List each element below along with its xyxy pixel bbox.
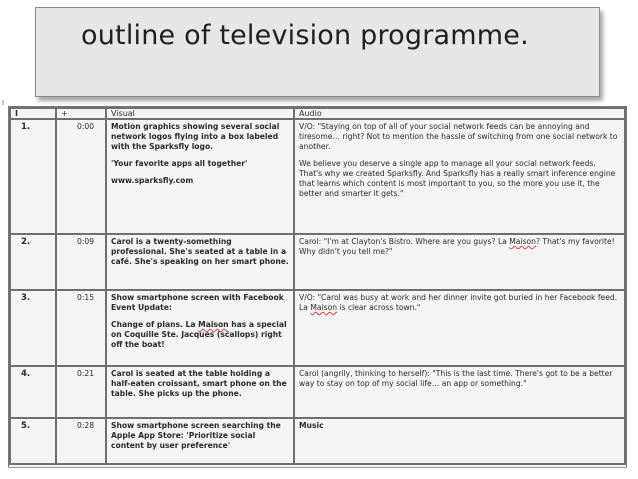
- visual-text-part: has a special on Coquille Ste. Jacques (scallops) right off the boat!: [111, 320, 287, 349]
- visual-text: [111, 320, 289, 350]
- table-header-row: [10, 108, 625, 119]
- row-number: 4.: [10, 366, 56, 418]
- row-time: 0:21: [56, 366, 106, 418]
- visual-cell: [106, 119, 294, 234]
- header-visual: Visual: [106, 108, 294, 119]
- row-number: 5.: [10, 418, 56, 464]
- audio-text-part: is clear across town.": [337, 303, 421, 312]
- visual-cell: [106, 418, 294, 464]
- visual-text: Carol is seated at the table holding a half-eaten croissant, smart phone on the table. She picks up the phone.: [111, 369, 287, 398]
- visual-text: 'Your favorite apps all together': [111, 159, 248, 168]
- visual-text: Motion graphics showing several social network logos flying into a box labeled with the Sparksfly logo.: [111, 122, 280, 151]
- audio-cell: [294, 119, 625, 234]
- audio-text: Music: [299, 421, 324, 430]
- row-time: 0:00: [56, 119, 106, 234]
- row-time: 0:15: [56, 290, 106, 366]
- table-row: [10, 366, 625, 418]
- audio-text: We believe you deserve a single app to manage all your social network feeds. That's why we created Sparksfly. And Sparksfly has a really smart inference engine that learns which content is most important to you, so the more you use it, the better and smarter it gets.": [299, 159, 616, 198]
- table-row: [10, 119, 625, 234]
- row-number: 1.: [10, 119, 56, 234]
- maison-word: Maison: [198, 320, 229, 329]
- visual-cell: [106, 290, 294, 366]
- row-time: 0:09: [56, 234, 106, 290]
- row-time: 0:28: [56, 418, 106, 464]
- audio-cell: [294, 290, 625, 366]
- side-mark: I: [2, 100, 4, 107]
- visual-text-part: Change of plans. La: [111, 320, 199, 329]
- visual-cell: [106, 234, 294, 290]
- audio-text-part: Carol: "I'm at Clayton's Bistro. Where are you guys? La: [299, 237, 510, 246]
- visual-text: Show smartphone screen searching the Apple App Store: 'Prioritize social content by user preference': [111, 421, 281, 450]
- audio-text: Carol (angrily, thinking to herself): "This is the last time. There's got to be a better way to stay on top of my social life… an app or something.": [299, 369, 613, 388]
- table-row: [10, 234, 625, 290]
- audio-text: [299, 237, 620, 257]
- row-number: 3.: [10, 290, 56, 366]
- audio-text-part: ? That's my favorite! Why didn't you tell me?": [299, 237, 615, 256]
- bottom-divider: [8, 467, 627, 468]
- visual-cell: [106, 366, 294, 418]
- audio-text: V/O: "Staying on top of all of your social network feeds can be annoying and tiresome… right? Not to mention the hassle of switching from one social network to another.: [299, 122, 618, 151]
- visual-text: www.sparksfly.com: [111, 176, 194, 185]
- table-row: [10, 290, 625, 366]
- row-number: 2.: [10, 234, 56, 290]
- visual-text: Carol is a twenty-something professional. She's seated at a table in a café. She's speaking on her smart phone.: [111, 237, 289, 266]
- audio-text: [299, 293, 620, 313]
- audio-cell: [294, 234, 625, 290]
- maison-word: Maison: [509, 237, 536, 246]
- slide-title: outline of television programme.: [81, 20, 529, 51]
- title-box: [35, 7, 600, 97]
- audio-text-part: V/O: "Carol was busy at work and her dinner invite got buried in her Facebook feed. La: [299, 293, 618, 312]
- table-row: [10, 418, 625, 464]
- audio-cell: [294, 418, 625, 464]
- header-audio: Audio: [294, 108, 625, 119]
- header-time: +: [56, 108, 106, 119]
- script-table: [8, 106, 627, 468]
- maison-word: Maison: [310, 303, 338, 312]
- visual-text: Show smartphone screen with Facebook Event Update:: [111, 293, 284, 312]
- audio-cell: [294, 366, 625, 418]
- header-index: I: [10, 108, 56, 119]
